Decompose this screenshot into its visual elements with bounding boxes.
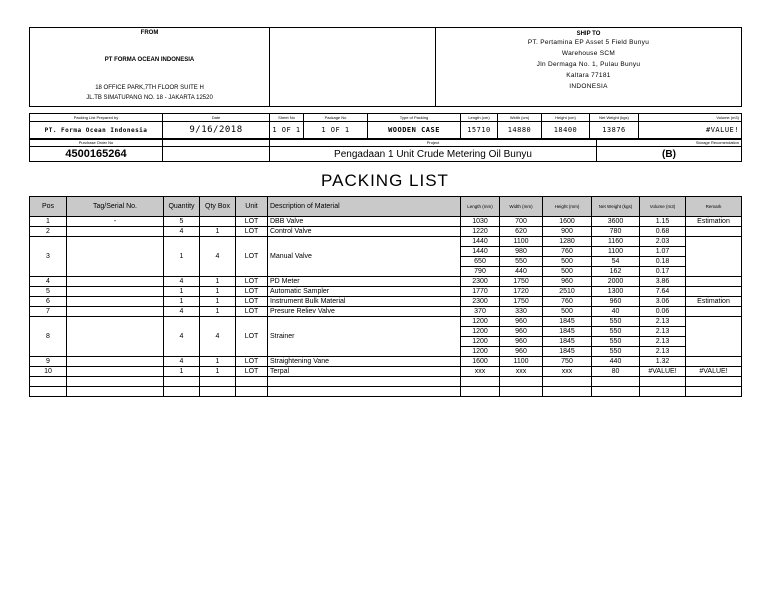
height-cell: 1280 <box>543 237 592 247</box>
empty-cell <box>500 377 543 387</box>
empty-cell <box>543 377 592 387</box>
remark-cell <box>686 227 742 237</box>
width-cell: 700 <box>500 217 543 227</box>
qty-box-cell: 4 <box>200 317 236 357</box>
net-weight-cell: 1100 <box>592 247 640 257</box>
remark-cell <box>686 357 742 367</box>
col-tag: Tag/Serial No. <box>67 197 164 217</box>
empty-cell <box>592 387 640 397</box>
unit-cell: LOT <box>236 357 268 367</box>
length-cell: 2300 <box>461 297 500 307</box>
order-info <box>29 139 742 162</box>
length-cell: xxx <box>461 367 500 377</box>
empty-cell <box>200 387 236 397</box>
address-header <box>29 27 742 107</box>
quantity-cell: 4 <box>164 357 200 367</box>
net-weight-cell: 1160 <box>592 237 640 247</box>
quantity-cell: 1 <box>164 237 200 277</box>
volume-cell: 3.06 <box>640 297 686 307</box>
pos-cell: 6 <box>30 297 67 307</box>
prepared-by-value: PT. Forma Ocean Indonesia <box>30 122 163 139</box>
sheet-no-value: 1 OF 1 <box>270 122 304 139</box>
tag-cell <box>67 237 164 277</box>
col-height: Height (mm) <box>543 197 592 217</box>
document-title: PACKING LIST <box>321 171 449 190</box>
length-cell: 1770 <box>461 287 500 297</box>
empty-cell <box>268 387 461 397</box>
volume-cell: 2.03 <box>640 237 686 247</box>
length-value: 15710 <box>461 122 498 139</box>
height-cell: xxx <box>543 367 592 377</box>
col-remark: Remark <box>686 197 742 217</box>
length-cell: 1200 <box>461 317 500 327</box>
volume-cell: 2.13 <box>640 317 686 327</box>
table-row <box>30 277 742 287</box>
remark-cell <box>686 287 742 297</box>
quantity-cell: 4 <box>164 227 200 237</box>
empty-cell <box>686 387 742 397</box>
packing-type-label: Type of Packing <box>368 114 461 122</box>
packing-type-value: WOODEN CASE <box>368 122 461 139</box>
quantity-cell: 5 <box>164 217 200 227</box>
width-value: 14880 <box>498 122 542 139</box>
col-length: Length (mm) <box>461 197 500 217</box>
height-cell: 1845 <box>543 317 592 327</box>
qty-box-cell <box>200 217 236 227</box>
length-cell: 1030 <box>461 217 500 227</box>
volume-cell: #VALUE! <box>640 367 686 377</box>
length-cell: 1440 <box>461 237 500 247</box>
width-cell: 550 <box>500 257 543 267</box>
from-title: FROM <box>140 30 159 36</box>
width-cell: 1100 <box>500 237 543 247</box>
project-label: Project <box>270 140 597 147</box>
height-cell: 500 <box>543 307 592 317</box>
ship-to-line: Warehouse SCM <box>561 50 616 57</box>
col-width: Width (mm) <box>500 197 543 217</box>
height-cell: 500 <box>543 267 592 277</box>
description-cell: Strainer <box>268 317 461 357</box>
prepared-by-label: Packing List Prepared by <box>30 114 163 122</box>
packing-list-sheet <box>29 27 741 397</box>
pos-cell: 4 <box>30 277 67 287</box>
net-weight-cell: 3600 <box>592 217 640 227</box>
net-weight-cell: 780 <box>592 227 640 237</box>
length-cell: 790 <box>461 267 500 277</box>
width-cell: 1750 <box>500 277 543 287</box>
project-name: Pengadaan 1 Unit Crude Metering Oil Bunyu <box>270 147 597 162</box>
net-weight-cell: 550 <box>592 337 640 347</box>
volume-cell: 1.32 <box>640 357 686 367</box>
net-weight-cell: 440 <box>592 357 640 367</box>
net-weight-cell: 54 <box>592 257 640 267</box>
length-cell: 1200 <box>461 347 500 357</box>
col-qty-box: Qty Box <box>200 197 236 217</box>
remark-cell: Estimation <box>686 217 742 227</box>
volume-cell: 7.64 <box>640 287 686 297</box>
quantity-cell: 1 <box>164 287 200 297</box>
net-weight-value: 13876 <box>590 122 639 139</box>
table-header-row <box>30 197 742 217</box>
empty-cell <box>30 387 67 397</box>
remark-cell <box>686 237 742 277</box>
volume-cell: 3.86 <box>640 277 686 287</box>
qty-box-cell: 1 <box>200 357 236 367</box>
height-cell: 750 <box>543 357 592 367</box>
qty-box-cell: 1 <box>200 367 236 377</box>
height-cell: 1600 <box>543 217 592 227</box>
unit-cell: LOT <box>236 237 268 277</box>
net-weight-cell: 960 <box>592 297 640 307</box>
pos-cell: 3 <box>30 237 67 277</box>
ship-to-line: INDONESIA <box>569 83 608 90</box>
description-cell: PD Meter <box>268 277 461 287</box>
empty-cell <box>500 387 543 397</box>
width-cell: 960 <box>500 327 543 337</box>
tag-cell <box>67 307 164 317</box>
height-cell: 760 <box>543 247 592 257</box>
width-cell: 1750 <box>500 297 543 307</box>
height-cell: 1845 <box>543 327 592 337</box>
width-cell: 620 <box>500 227 543 237</box>
date-label: Date <box>163 114 270 122</box>
tag-cell: - <box>67 217 164 227</box>
from-address-line2: JL.TB SIMATUPANG NO. 18 - JAKARTA 12520 <box>86 95 213 101</box>
volume-cell: 2.13 <box>640 337 686 347</box>
pos-cell: 10 <box>30 367 67 377</box>
height-cell: 1845 <box>543 347 592 357</box>
pos-cell: 1 <box>30 217 67 227</box>
po-spacer <box>163 140 270 147</box>
tag-cell <box>67 227 164 237</box>
col-description: Description of Material <box>268 197 461 217</box>
qty-box-cell: 1 <box>200 297 236 307</box>
unit-cell: LOT <box>236 227 268 237</box>
volume-cell: 0.06 <box>640 307 686 317</box>
pos-cell: 5 <box>30 287 67 297</box>
net-weight-cell: 1300 <box>592 287 640 297</box>
width-cell: 440 <box>500 267 543 277</box>
height-cell: 500 <box>543 257 592 267</box>
volume-label: Volume (m3) <box>639 114 742 122</box>
quantity-cell: 1 <box>164 367 200 377</box>
length-cell: 370 <box>461 307 500 317</box>
empty-cell <box>640 387 686 397</box>
quantity-cell: 4 <box>164 317 200 357</box>
ship-to-line: PT. Pertamina EP Asset 5 Field Bunyu <box>527 39 650 46</box>
remark-cell <box>686 307 742 317</box>
unit-cell: LOT <box>236 277 268 287</box>
remark-cell: Estimation <box>686 297 742 307</box>
tag-cell <box>67 287 164 297</box>
volume-value: #VALUE! <box>639 122 742 139</box>
package-info <box>29 113 742 139</box>
quantity-cell: 1 <box>164 297 200 307</box>
from-address-line1: 18 OFFICE PARK,7TH FLOOR SUITE H <box>95 85 204 91</box>
table-row <box>30 357 742 367</box>
table-row <box>30 317 742 327</box>
po-spacer <box>163 147 270 162</box>
width-cell: 960 <box>500 317 543 327</box>
length-cell: 1220 <box>461 227 500 237</box>
col-quantity: Quantity <box>164 197 200 217</box>
ship-to-line: Kaltara 77181 <box>566 72 611 79</box>
qty-box-cell: 1 <box>200 277 236 287</box>
height-value: 18400 <box>542 122 590 139</box>
packing-list-body <box>30 217 742 397</box>
length-cell: 1200 <box>461 327 500 337</box>
from-company: PT FORMA OCEAN INDONESIA <box>104 57 195 63</box>
width-cell: 1720 <box>500 287 543 297</box>
empty-cell <box>236 387 268 397</box>
height-label: Height (cm) <box>542 114 590 122</box>
from-block <box>30 28 270 107</box>
empty-cell <box>461 377 500 387</box>
length-label: Length (cm) <box>461 114 498 122</box>
remark-cell <box>686 277 742 287</box>
empty-cell <box>686 377 742 387</box>
quantity-cell: 4 <box>164 307 200 317</box>
ship-to-title: SHIP TO <box>576 31 601 37</box>
length-cell: 650 <box>461 257 500 267</box>
description-cell: DBB Valve <box>268 217 461 227</box>
table-row <box>30 287 742 297</box>
description-cell: Control Valve <box>268 227 461 237</box>
length-cell: 2300 <box>461 277 500 287</box>
empty-cell <box>592 377 640 387</box>
table-row <box>30 237 742 247</box>
empty-cell <box>200 377 236 387</box>
description-cell: Straightening Vane <box>268 357 461 367</box>
sheet-no-label: Sheet No <box>270 114 304 122</box>
net-weight-label: Net Weight (kgs) <box>590 114 639 122</box>
col-pos: Pos <box>30 197 67 217</box>
table-row <box>30 367 742 377</box>
width-cell: 980 <box>500 247 543 257</box>
width-cell: 960 <box>500 337 543 347</box>
volume-cell: 1.15 <box>640 217 686 227</box>
height-cell: 1845 <box>543 337 592 347</box>
col-unit: Unit <box>236 197 268 217</box>
tag-cell <box>67 277 164 287</box>
width-label: Width (cm) <box>498 114 542 122</box>
qty-box-cell: 4 <box>200 237 236 277</box>
net-weight-cell: 162 <box>592 267 640 277</box>
pos-cell: 9 <box>30 357 67 367</box>
storage-value: (B) <box>597 147 742 162</box>
height-cell: 960 <box>543 277 592 287</box>
header-blank <box>270 28 436 107</box>
width-cell: 330 <box>500 307 543 317</box>
package-no-label: Package No <box>304 114 368 122</box>
remark-cell: #VALUE! <box>686 367 742 377</box>
empty-cell <box>164 377 200 387</box>
tag-cell <box>67 317 164 357</box>
empty-cell <box>268 377 461 387</box>
description-cell: Instrument Bulk Material <box>268 297 461 307</box>
width-cell: xxx <box>500 367 543 377</box>
table-row <box>30 217 742 227</box>
net-weight-cell: 2000 <box>592 277 640 287</box>
unit-cell: LOT <box>236 317 268 357</box>
po-label: Purchase Order No <box>30 140 163 147</box>
empty-cell <box>67 387 164 397</box>
unit-cell: LOT <box>236 287 268 297</box>
col-volume: Volume (m3) <box>640 197 686 217</box>
height-cell: 2510 <box>543 287 592 297</box>
net-weight-cell: 550 <box>592 327 640 337</box>
net-weight-cell: 40 <box>592 307 640 317</box>
description-cell: Presure Reliev Valve <box>268 307 461 317</box>
package-no-value: 1 OF 1 <box>304 122 368 139</box>
table-row <box>30 297 742 307</box>
unit-cell: LOT <box>236 217 268 227</box>
qty-box-cell: 1 <box>200 227 236 237</box>
description-cell: Automatic Sampler <box>268 287 461 297</box>
empty-cell <box>164 387 200 397</box>
unit-cell: LOT <box>236 297 268 307</box>
empty-cell <box>543 387 592 397</box>
storage-label: Storage Recomendation <box>597 140 742 147</box>
volume-cell: 1.07 <box>640 247 686 257</box>
empty-row <box>30 387 742 397</box>
ship-to-block <box>436 28 742 107</box>
date-value: 9/16/2018 <box>163 122 270 139</box>
tag-cell <box>67 357 164 367</box>
col-net-weight: Net Weight (kgs) <box>592 197 640 217</box>
width-cell: 960 <box>500 347 543 357</box>
net-weight-cell: 80 <box>592 367 640 377</box>
tag-cell <box>67 367 164 377</box>
length-cell: 1440 <box>461 247 500 257</box>
net-weight-cell: 550 <box>592 347 640 357</box>
qty-box-cell: 1 <box>200 287 236 297</box>
empty-cell <box>67 377 164 387</box>
ship-to-line: Jln Dermaga No. 1, Pulau Bunyu <box>536 61 641 68</box>
pos-cell: 7 <box>30 307 67 317</box>
width-cell: 1100 <box>500 357 543 367</box>
volume-cell: 0.18 <box>640 257 686 267</box>
height-cell: 760 <box>543 297 592 307</box>
length-cell: 1200 <box>461 337 500 347</box>
length-cell: 1600 <box>461 357 500 367</box>
empty-cell <box>236 377 268 387</box>
description-cell: Terpal <box>268 367 461 377</box>
remark-cell <box>686 317 742 357</box>
description-cell: Manual Valve <box>268 237 461 277</box>
table-row <box>30 227 742 237</box>
height-cell: 900 <box>543 227 592 237</box>
packing-list-table <box>29 196 742 397</box>
tag-cell <box>67 297 164 307</box>
unit-cell: LOT <box>236 307 268 317</box>
table-row <box>30 307 742 317</box>
volume-cell: 2.13 <box>640 347 686 357</box>
pos-cell: 8 <box>30 317 67 357</box>
empty-cell <box>30 377 67 387</box>
pos-cell: 2 <box>30 227 67 237</box>
volume-cell: 0.68 <box>640 227 686 237</box>
qty-box-cell: 1 <box>200 307 236 317</box>
unit-cell: LOT <box>236 367 268 377</box>
empty-cell <box>461 387 500 397</box>
quantity-cell: 4 <box>164 277 200 287</box>
empty-cell <box>640 377 686 387</box>
empty-row <box>30 377 742 387</box>
volume-cell: 2.13 <box>640 327 686 337</box>
volume-cell: 0.17 <box>640 267 686 277</box>
po-number: 4500165264 <box>30 147 163 162</box>
net-weight-cell: 550 <box>592 317 640 327</box>
